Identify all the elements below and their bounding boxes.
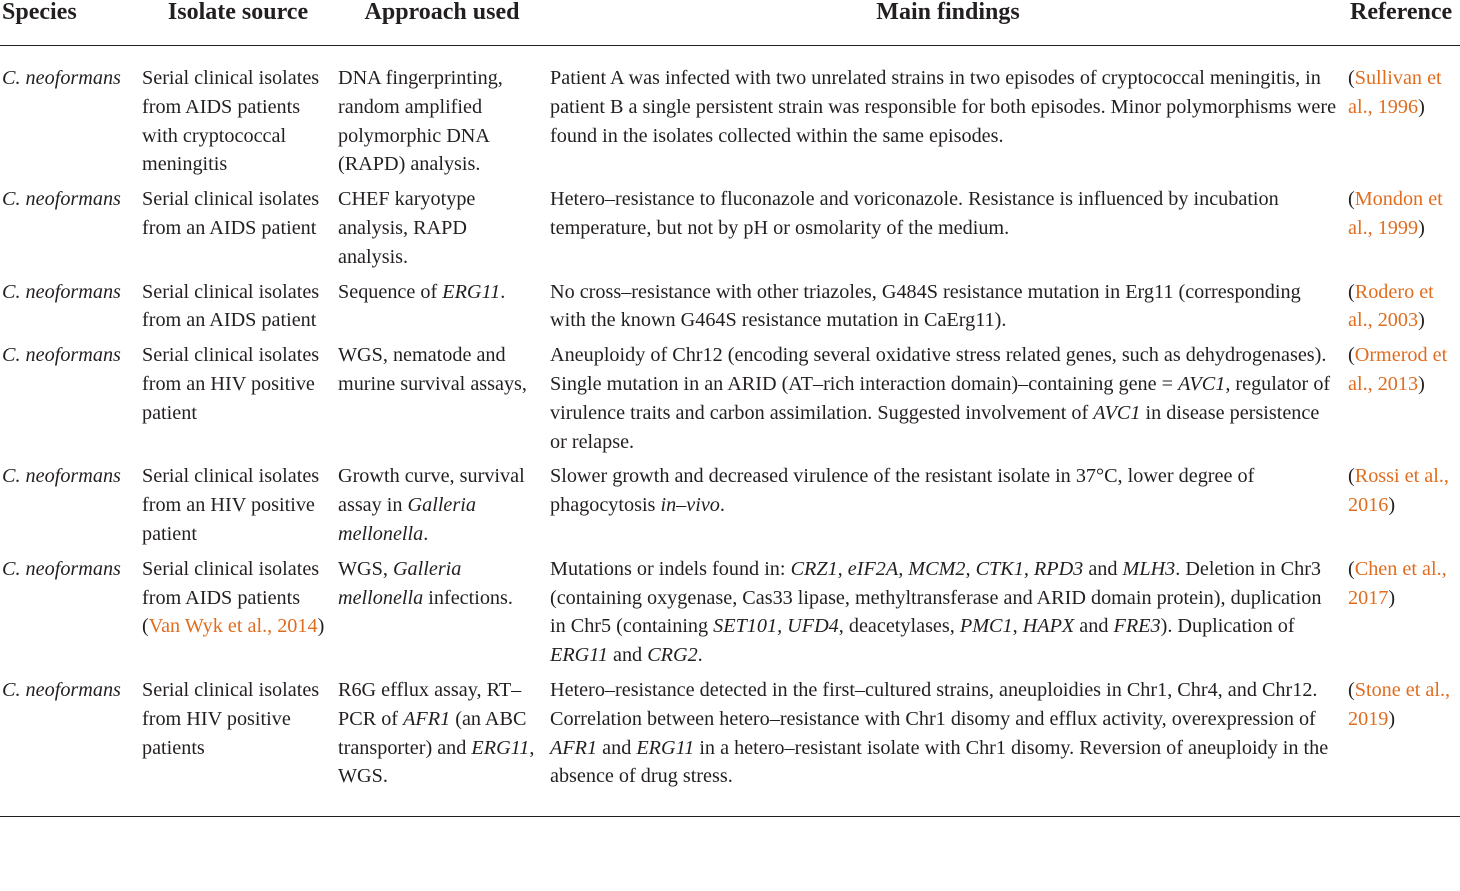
italic-term: ERG11 [636,736,695,759]
cell-species: C. neoformans [2,465,121,488]
text-segment: ( [1348,678,1355,701]
citation-link[interactable]: Chen et al., 2017 [1348,557,1447,609]
table-row [0,277,1460,341]
cell-species: C. neoformans [0,675,140,817]
italic-term: in–vivo [660,494,720,517]
text-segment: Hetero–resistance detected in the first–cultured strains, aneuploidies in Chr1, Chr4, and Chr12. Correlation between hetero–resistance with Chr1 disomy and efflux activity, overexpression of [550,678,1318,730]
cell-approach-used [336,461,548,553]
cell-reference [1348,277,1460,341]
text-segment: No cross–resistance with other triazoles, G484S resistance mutation in Erg11 (corresponding with the known G464S resistance mutation in CaErg11). [550,280,1301,332]
text-segment: ( [1348,344,1355,367]
text-segment: R6G efflux assay, RT–PCR of [338,678,522,730]
cell-main-findings [548,461,1348,553]
citation-link[interactable]: Ormerod et al., 2013 [1348,344,1448,395]
text-segment: Serial clinical isolates from an HIV positive patient [142,465,320,545]
cell-species: C. neoformans [2,344,121,367]
cell-species: C. neoformans [2,67,121,89]
text-segment: Growth curve, survival assay in [338,465,525,517]
text-segment: CHEF karyotype analysis, RAPD analysis. [338,188,476,268]
text-segment: ( [1348,280,1355,303]
cell-isolate-source [140,46,336,185]
text-segment: . [719,494,725,517]
italic-term: HAPX [1022,615,1075,638]
italic-term: AVC1 [1178,372,1226,395]
italic-term: Galleria mellonella [338,557,462,609]
table-body [0,46,1460,817]
citation-link[interactable]: Mondon et al., 1999 [1348,188,1443,239]
text-segment: , regulator of virulence traits and carbon assimilation. Suggested involvement of [550,372,1331,424]
citation-link[interactable]: Van Wyk et al., 2014 [148,615,318,638]
citation-link[interactable]: Stone et al., 2019 [1348,678,1451,730]
cell-isolate-source [140,340,336,461]
text-segment: ) [1418,216,1425,239]
text-segment: ) [1418,372,1425,395]
italic-term: FRE3 [1113,615,1161,638]
text-segment: Sequence of [338,280,443,303]
cell-approach-used [336,184,548,276]
cell-isolate-source [140,675,336,817]
italic-term: AVC1 [1093,401,1141,424]
cell-isolate-source [140,277,336,341]
text-segment: . [423,522,429,545]
citation-link[interactable]: Rodero et al., 2003 [1348,280,1434,332]
header-species: Species [0,0,140,46]
italic-term: AFR1 [403,707,451,730]
italic-term: PMC1 [959,615,1013,638]
cell-approach-used [336,675,548,817]
text-segment: ( [1348,465,1355,488]
text-segment: ). Duplication of [1160,615,1295,638]
cell-reference [1348,554,1460,675]
cell-reference [1348,340,1460,461]
header-approach-used: Approach used [336,0,548,46]
cell-approach-used [336,554,548,675]
cell-main-findings [548,675,1348,817]
text-segment: and [1074,615,1114,638]
text-segment: , [1012,615,1023,638]
text-segment: Serial clinical isolates from an AIDS patient [142,188,320,239]
text-segment: , deacetylases, [838,615,960,638]
table-row [0,554,1460,675]
header-row [0,0,1460,46]
cell-approach-used [336,277,548,341]
text-segment: , WGS. [338,736,535,788]
italic-term: ERG11 [442,280,501,303]
cell-reference [1348,461,1460,553]
text-segment: and [607,644,648,667]
text-segment: ) [1418,309,1425,332]
cell-main-findings [548,340,1348,461]
cell-species: C. neoformans [2,280,121,303]
text-segment: WGS, [338,557,393,580]
text-segment: Aneuploidy of Chr12 (encoding several oxidative stress related genes, such as dehydrogenases). Single mutation in an ARID (AT–rich interaction domain)–containing gene = [550,344,1327,395]
text-segment: ( [1348,557,1355,580]
italic-term: AFR1 [550,736,598,759]
table-header [0,0,1460,46]
text-segment: ) [1388,707,1396,730]
cell-approach-used [336,340,548,461]
text-segment: (an ABC transporter) and [338,707,527,759]
text-segment: Serial clinical isolates from an AIDS patient [142,280,320,332]
italic-term: ERG11 [471,736,530,759]
text-segment: ( [1348,188,1355,211]
text-segment: ( [1348,67,1355,89]
italic-term: SET101, UFD4 [713,615,839,638]
text-segment: DNA fingerprinting, random amplified polymorphic DNA (RAPD) analysis. [338,67,503,176]
text-segment: ) [1388,494,1396,517]
text-segment: ) [317,615,325,638]
citation-link[interactable]: Sullivan et al., 1996 [1348,67,1442,118]
text-segment: . [500,280,506,303]
text-segment: Mutations or indels found in: [550,557,791,580]
cell-reference [1348,184,1460,276]
cell-main-findings [548,277,1348,341]
text-segment: and [597,736,637,759]
cell-species: C. neoformans [2,557,121,580]
text-segment: Serial clinical isolates from HIV positive patients [142,678,320,759]
italic-term: CRZ1, eIF2A, MCM2, CTK1, RPD3 [790,557,1084,580]
text-segment: and [1083,557,1123,580]
cell-reference [1348,46,1460,185]
italic-term: MLH3 [1122,557,1176,580]
table-row [0,46,1460,185]
cell-main-findings [548,46,1348,185]
cell-main-findings [548,554,1348,675]
table-row [0,340,1460,461]
table-row [0,461,1460,553]
italic-term: CRG2 [647,644,698,667]
text-segment: . [697,644,703,667]
italic-term: ERG11 [550,644,608,667]
cell-reference [1348,675,1460,817]
text-segment: Patient A was infected with two unrelated strains in two episodes of cryptococcal meningitis, in patient B a single persistent strain was responsible for both episodes. Minor polymorphisms were found in the isolates collected within the same episodes. [550,67,1337,147]
header-isolate-source: Isolate source [140,0,336,46]
header-main-findings: Main findings [548,0,1348,46]
text-segment: infections. [423,586,513,609]
cell-isolate-source [140,461,336,553]
text-segment: ) [1388,586,1396,609]
text-segment: . Deletion in Chr3 (containing oxygenase, Cas33 lipase, methyltransferase and ARID domain protein), duplication in Chr5 (containing [550,557,1322,638]
cell-approach-used [336,46,548,185]
text-segment: Slower growth and decreased virulence of the resistant isolate in 37°C, lower degree of phagocytosis [550,465,1255,517]
text-segment: Serial clinical isolates from an HIV positive patient [142,344,320,424]
text-segment: in disease persistence or relapse. [550,401,1320,453]
text-segment: in a hetero–resistant isolate with Chr1 disomy. Reversion of aneuploidy in the absence of drug stress. [550,736,1329,788]
text-segment: Hetero–resistance to fluconazole and voriconazole. Resistance is influenced by incubation temperature, but not by pH or osmolarity of the medium. [550,188,1279,239]
table-row [0,184,1460,276]
cell-species: C. neoformans [2,188,121,211]
header-reference: Reference [1348,0,1460,46]
cell-isolate-source [140,554,336,675]
text-segment: Serial clinical isolates from AIDS patients with cryptococcal meningitis [142,67,320,176]
citation-link[interactable]: Rossi et al., 2016 [1348,465,1449,517]
text-segment: WGS, nematode and murine survival assays, [338,344,527,395]
italic-term: Galleria mellonella [338,494,476,545]
table-row [0,675,1460,817]
text-segment: ) [1418,95,1425,118]
cell-main-findings [548,184,1348,276]
text-segment: Serial clinical isolates from AIDS patients ( [142,557,320,638]
cell-isolate-source [140,184,336,276]
